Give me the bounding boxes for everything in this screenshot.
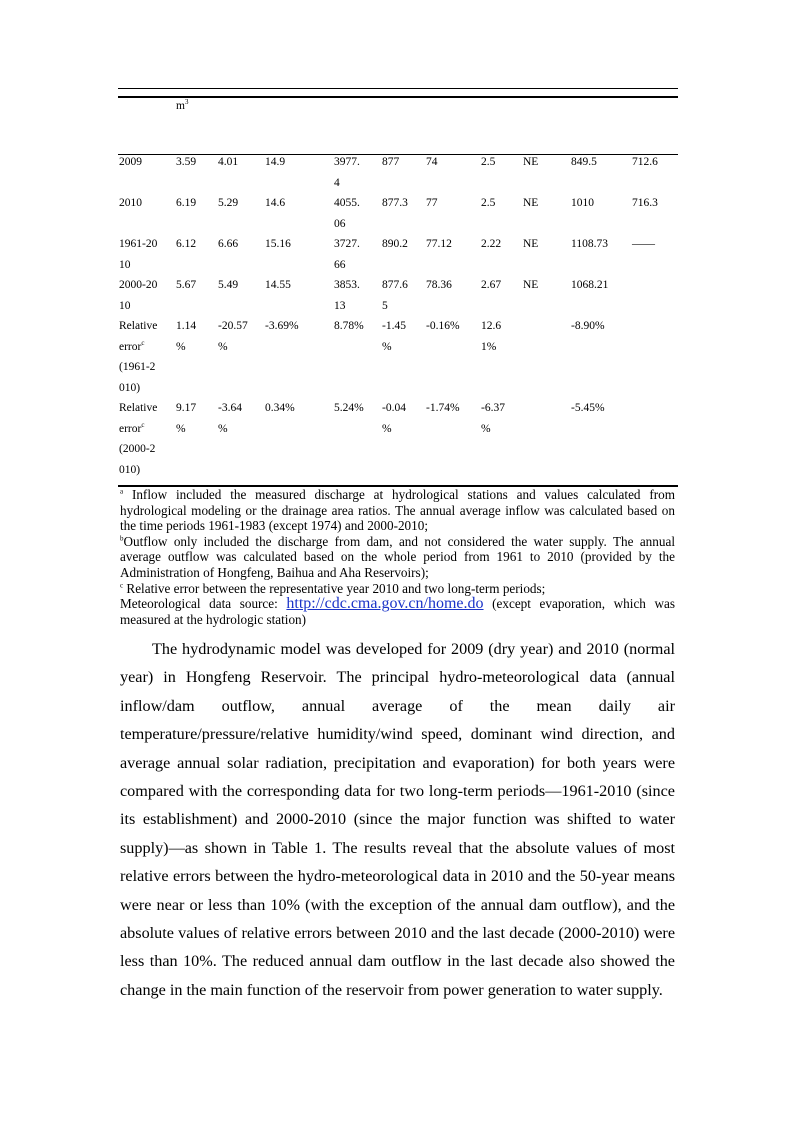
table-cell: -5.45% xyxy=(571,402,605,414)
table-cell: 1068.21 xyxy=(571,279,609,291)
table-cell: 1010 xyxy=(571,197,594,209)
body-paragraph: The hydrodynamic model was developed for 2009 (dry year) and 2010 (normal year) in Hongfeng Reservoir. The principal hydro-meteorological data (annual inflow/dam outflow, annual average of the mean daily air temperature/pressure/relative humidity/wind speed, dominant wind direction, and average annual solar radiation, precipitation and evaporation) for both years were compared with the corresponding data for two long-term periods—1961-2010 (since its establishment) and 2000-2010 (since the major function was shifted to water supply)—as shown in Table 1. The results reveal that the absolute values of most relative errors between the hydro-meteorological data in 2010 and the 50-year means were near or less than 10% (with the exception of the annual dam outflow), and the absolute values of relative errors between 2010 and the last decade (2000-2010) were less than 10%. The reduced annual dam outflow in the last decade also showed the change in the main function of the reservoir from power generation to water supply. xyxy=(120,640,675,999)
source-suffix: (except evaporation, which was measured at the hydrologic station) xyxy=(120,596,675,627)
table-cell: 77 xyxy=(426,197,438,209)
table-cell: 15.16 xyxy=(265,238,291,250)
table-cell: 3.59 xyxy=(176,156,197,168)
footnote-a-text: Inflow included the measured discharge at hydrological stations and values calculated from hydrological modeling or the drainage area ratios. The annual average inflow was calculated based on the time periods 1961-1983 (except 1974) and 2000-2010; xyxy=(120,487,675,534)
table-cell: 2.5 xyxy=(481,197,496,209)
table-cell: NE xyxy=(523,197,539,209)
table-cell: 2009 xyxy=(119,156,142,168)
table-cell: 2.67 xyxy=(481,279,502,291)
footnote-b-mark: b xyxy=(120,534,124,543)
table-cell: 3977. 4 xyxy=(334,156,360,189)
source-link[interactable]: http://cdc.cma.gov.cn/home.do xyxy=(286,595,484,613)
table-cell: 716.3 xyxy=(632,197,658,209)
table-cell: 0.34% xyxy=(265,402,295,414)
table-cell: -1.45 % xyxy=(382,320,406,353)
table-cell: 78.36 xyxy=(426,279,452,291)
footnote-b-text: Outflow only included the discharge from dam, and not considered the water supply. The annual average outflow was calculated based on the whole period from 1961 to 2010 (provided by the Administration of Hongfeng, Baihua and Aha Reservoirs); xyxy=(120,533,675,580)
table-cell: 3853. 13 xyxy=(334,279,360,312)
table-cell: 877.6 5 xyxy=(382,279,408,312)
footnote-c-text: Relative error between the representative year 2010 and two long-term periods; xyxy=(123,580,546,596)
table-cell: 5.67 xyxy=(176,279,197,291)
footnote-a-mark: a xyxy=(120,487,124,496)
table-cell: -6.37 % xyxy=(481,402,505,435)
table-cell: 12.6 1% xyxy=(481,320,502,353)
table-cell: 877.3 xyxy=(382,197,408,209)
footnote-ref-c: c xyxy=(141,338,145,347)
body-text xyxy=(120,635,675,1004)
table-cell: Relative error$^c$ (1961-2 010) xyxy=(119,320,158,394)
table-cell: Relative error$^c$ (2000-2 010) xyxy=(119,402,158,476)
table-cell: 2010 xyxy=(119,197,142,209)
table-cell: -3.64 % xyxy=(218,402,242,435)
table-cell: 14.6 xyxy=(265,197,286,209)
footnote-source xyxy=(120,596,675,627)
table-cell: -20.57 % xyxy=(218,320,248,353)
table-cell: NE xyxy=(523,279,539,291)
table-cell: 77.12 xyxy=(426,238,452,250)
table-cell: 6.66 xyxy=(218,238,239,250)
table-cell: -0.16% xyxy=(426,320,460,332)
table-cell: 14.9 xyxy=(265,156,286,168)
footnote-c-mark: c xyxy=(120,581,124,590)
table-cell: 890.2 xyxy=(382,238,408,250)
table-cell: 6.12 xyxy=(176,238,197,250)
table-cell: 6.19 xyxy=(176,197,197,209)
source-prefix: Meteorological data source: xyxy=(120,596,287,612)
footnote-b xyxy=(120,534,675,581)
table-cell: 877 xyxy=(382,156,400,168)
footnote-ref-c: c xyxy=(141,420,145,429)
footnote-c xyxy=(120,581,675,597)
table-cell: -3.69% xyxy=(265,320,299,332)
table-unit xyxy=(176,100,188,112)
table-cell: 712.6 xyxy=(632,156,658,168)
table-cell: 2.5 xyxy=(481,156,496,168)
table-cell: 14.55 xyxy=(265,279,291,291)
table-cell: 5.49 xyxy=(218,279,239,291)
table-footnotes xyxy=(120,487,675,627)
table-cell: 4.01 xyxy=(218,156,239,168)
unit-superscript: 3 xyxy=(184,98,189,107)
table-header-rule xyxy=(118,96,678,98)
table-cell: 1961-20 10 xyxy=(119,238,158,271)
table-cell: 5.29 xyxy=(218,197,239,209)
table-cell: 4055. 06 xyxy=(334,197,360,230)
table-cell: 1.14 % xyxy=(176,320,197,353)
table-cell: NE xyxy=(523,156,539,168)
table-top-rule xyxy=(118,88,678,89)
table-cell: 8.78% xyxy=(334,320,364,332)
table-cell: 9.17 % xyxy=(176,402,197,435)
table-cell: 2000-20 10 xyxy=(119,279,158,312)
unit-text: m xyxy=(176,100,185,112)
table-cell: —— xyxy=(632,238,655,250)
table-cell: 74 xyxy=(426,156,438,168)
footnote-a xyxy=(120,487,675,534)
table-cell: -8.90% xyxy=(571,320,605,332)
table-cell: 849.5 xyxy=(571,156,597,168)
table-cell: -1.74% xyxy=(426,402,460,414)
table-cell: NE xyxy=(523,238,539,250)
table-cell: 3727. 66 xyxy=(334,238,360,271)
table-cell: 2.22 xyxy=(481,238,502,250)
table-cell: 1108.73 xyxy=(571,238,608,250)
table-cell: 5.24% xyxy=(334,402,364,414)
table-cell: -0.04 % xyxy=(382,402,406,435)
